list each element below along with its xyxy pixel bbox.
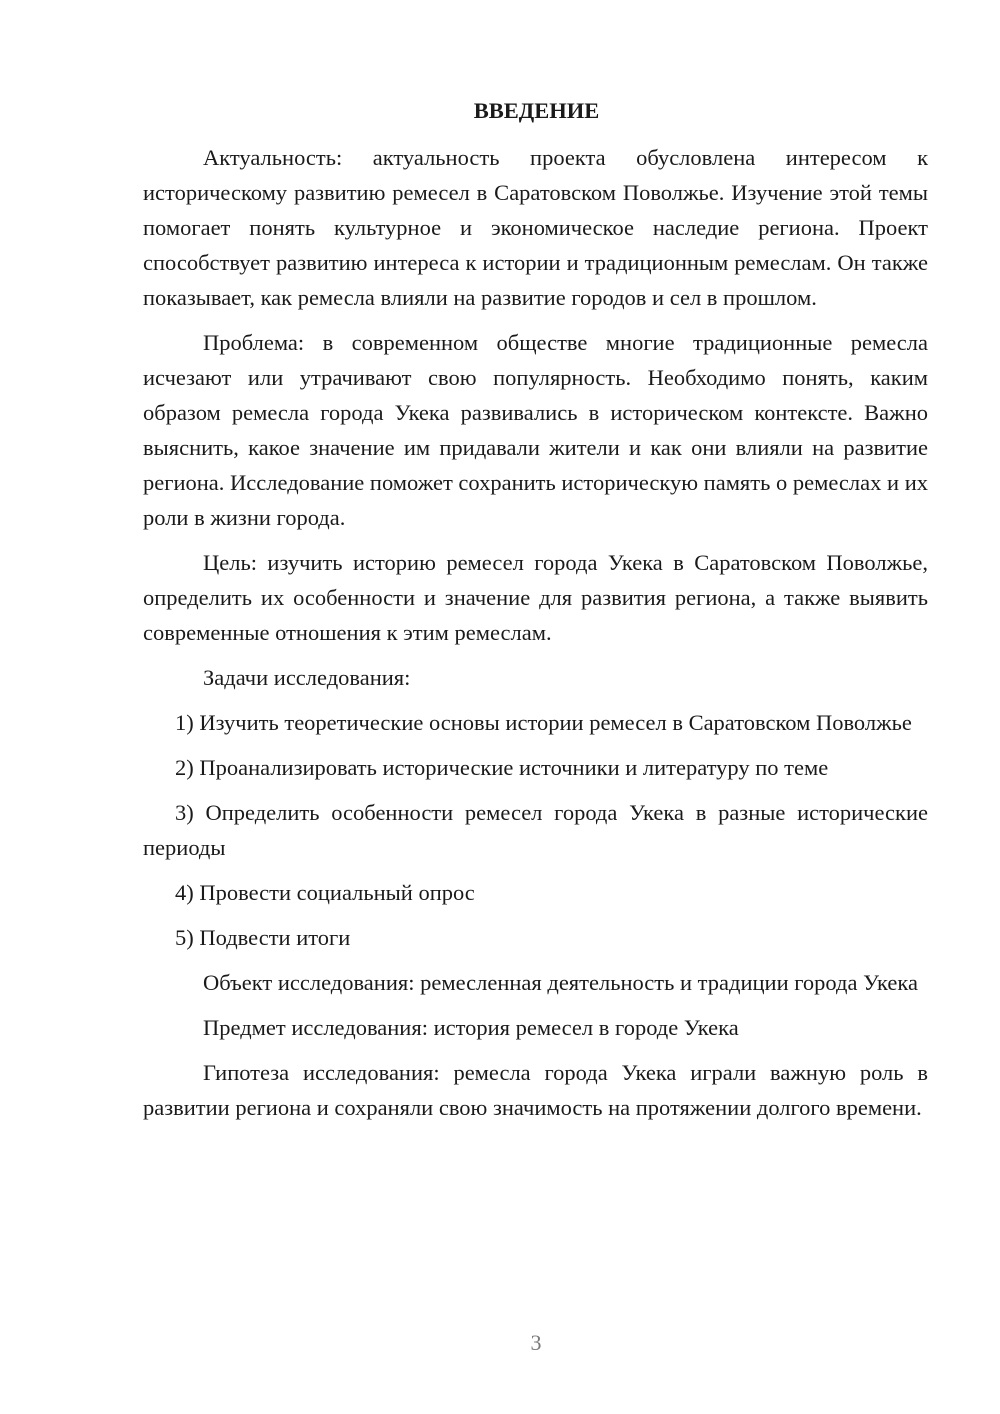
page-title: ВВЕДЕНИЕ: [473, 98, 600, 123]
goal-paragraph: Цель: изучить историю ремесел города Укека в Саратовском Поволжье, определить их особенности и значение для развития региона, а также выявить современные отношения к этим ремеслам.: [143, 550, 928, 645]
subject-paragraph: Предмет исследования: история ремесел в городе Укека: [203, 1015, 739, 1040]
tasks-heading: Задачи исследования:: [203, 665, 411, 690]
document-page: [143, 94, 928, 1135]
task-item-1: 1) Изучить теоретические основы истории ремесел в Саратовском Поволжье: [175, 710, 912, 735]
page-number: 3: [530, 1330, 542, 1355]
object-paragraph: Объект исследования: ремесленная деятельность и традиции города Укека: [203, 970, 918, 995]
task-item-2: 2) Проанализировать исторические источники и литературу по теме: [175, 755, 829, 780]
task-item-4: 4) Провести социальный опрос: [175, 880, 475, 905]
problem-paragraph: Проблема: в современном обществе многие традиционные ремесла исчезают или утрачивают свою популярность. Необходимо понять, каким образом ремесла города Укека развивались в историческом контексте. Важно выяснить, какое значение им придавали жители и как они влияли на развитие региона. Исследование поможет сохранить историческую память о ремеслах и их роли в жизни города.: [143, 330, 928, 530]
task-item-5: 5) Подвести итоги: [175, 925, 351, 950]
task-item-3: 3) Определить особенности ремесел города Укека в разные исторические периоды: [143, 800, 928, 860]
relevance-paragraph: Актуальность: актуальность проекта обусловлена интересом к историческому развитию ремесел в Саратовском Поволжье. Изучение этой темы помогает понять культурное и экономическое наследие региона. Проект способствует развитию интереса к истории и традиционным ремеслам. Он также показывает, как ремесла влияли на развитие городов и сел в прошлом.: [143, 145, 928, 310]
hypothesis-paragraph: Гипотеза исследования: ремесла города Укека играли важную роль в развитии региона и сохраняли свою значимость на протяжении долгого времени.: [143, 1060, 928, 1120]
